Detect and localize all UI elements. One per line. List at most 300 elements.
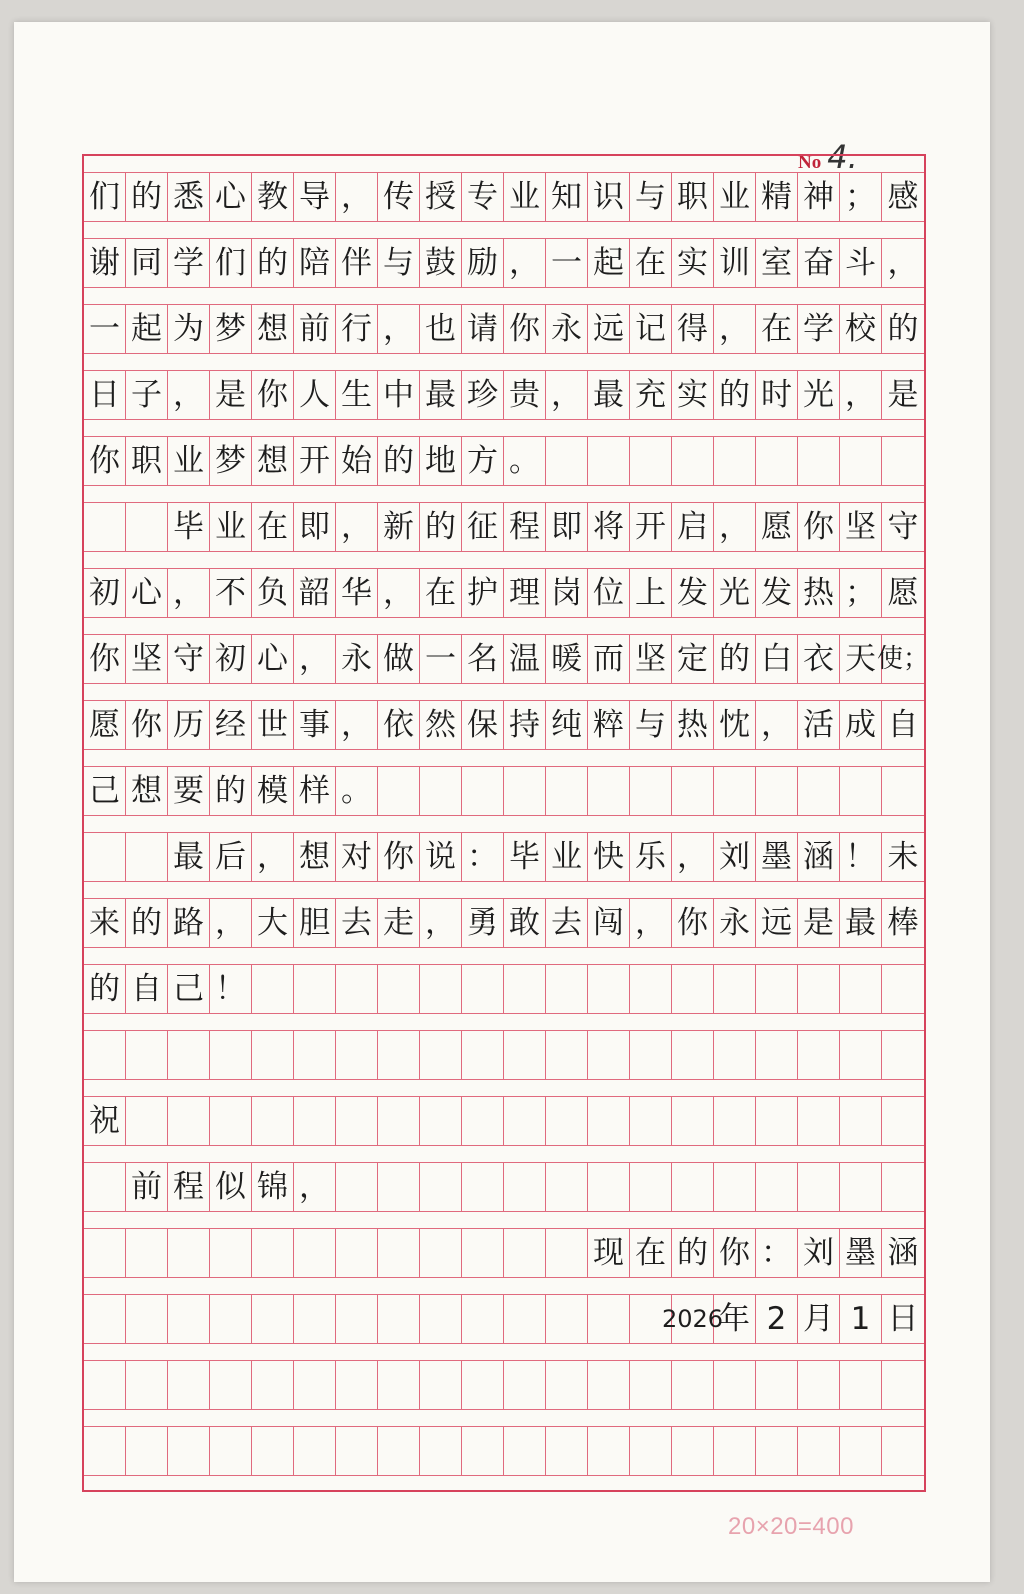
grid-cell xyxy=(756,1163,798,1211)
grid-cell xyxy=(336,1361,378,1409)
grid-cell xyxy=(126,1361,168,1409)
grid-cell: 负 xyxy=(252,569,294,617)
grid-cell xyxy=(546,965,588,1013)
grid-cell xyxy=(672,437,714,485)
grid-cell: 闯 xyxy=(588,899,630,947)
grid-cell: 开 xyxy=(630,503,672,551)
grid-row xyxy=(84,700,924,750)
grid-cell: 始 xyxy=(336,437,378,485)
grid-cell xyxy=(840,1361,882,1409)
grid-row xyxy=(84,436,924,486)
grid-cell: ， xyxy=(756,701,798,749)
grid-cell: 的 xyxy=(210,767,252,815)
grid-cell xyxy=(336,1163,378,1211)
grid-cell: 自 xyxy=(126,965,168,1013)
grid-cell: 远 xyxy=(756,899,798,947)
grid-cell xyxy=(504,1427,546,1475)
grid-cell: 模 xyxy=(252,767,294,815)
grid-cell xyxy=(630,1361,672,1409)
grid-cell: 路 xyxy=(168,899,210,947)
grid-cell xyxy=(756,1097,798,1145)
grid-cell: 最 xyxy=(840,899,882,947)
grid-cell: 想 xyxy=(294,833,336,881)
grid-cell: 去 xyxy=(336,899,378,947)
grid-cell xyxy=(630,1163,672,1211)
grid-cell xyxy=(420,965,462,1013)
grid-cell xyxy=(84,1427,126,1475)
grid-cell xyxy=(588,1031,630,1079)
grid-cell xyxy=(462,767,504,815)
page-number-value: 4. xyxy=(827,138,858,176)
grid-cell xyxy=(840,437,882,485)
grid-cell: 你 xyxy=(84,635,126,683)
grid-cell xyxy=(504,1097,546,1145)
grid-cell: 教 xyxy=(252,173,294,221)
grid-cell: 年 xyxy=(714,1295,756,1343)
grid-cell: 衣 xyxy=(798,635,840,683)
grid-cell xyxy=(798,437,840,485)
grid-cell: 己 xyxy=(168,965,210,1013)
grid-cell: ， xyxy=(630,899,672,947)
grid-cell: 斗 xyxy=(840,239,882,287)
grid-cell: ， xyxy=(210,899,252,947)
grid-cell: 墨 xyxy=(756,833,798,881)
grid-cell: 位 xyxy=(588,569,630,617)
grid-cell: 敢 xyxy=(504,899,546,947)
grid-cell xyxy=(882,965,924,1013)
grid-row xyxy=(84,1162,924,1212)
grid-cell: 坚 xyxy=(126,635,168,683)
grid-cell: 的 xyxy=(378,437,420,485)
grid-cell: 去 xyxy=(546,899,588,947)
page-number-mark: No xyxy=(798,152,822,173)
grid-cell xyxy=(84,1163,126,1211)
grid-cell: 守 xyxy=(168,635,210,683)
grid-cell: 记 xyxy=(630,305,672,353)
grid-cell: 时 xyxy=(756,371,798,419)
grid-cell: 你 xyxy=(378,833,420,881)
grid-cell: 名 xyxy=(462,635,504,683)
grid-cell: 与 xyxy=(378,239,420,287)
grid-cell: 一 xyxy=(546,239,588,287)
grid-cell: 然 xyxy=(420,701,462,749)
grid-cell xyxy=(588,767,630,815)
grid-cell: 初 xyxy=(84,569,126,617)
grid-cell: ， xyxy=(887,244,919,281)
grid-cell: ， xyxy=(714,503,756,551)
grid-cell: 2 xyxy=(756,1295,798,1343)
grid-cell: 梦 xyxy=(210,437,252,485)
grid-cell: ， xyxy=(378,305,420,353)
grid-cell: 传 xyxy=(378,173,420,221)
grid-cell: 学 xyxy=(798,305,840,353)
grid-cell xyxy=(462,1163,504,1211)
grid-cell: 一 xyxy=(420,635,462,683)
grid-cell xyxy=(882,1031,924,1079)
grid-cell: 中 xyxy=(378,371,420,419)
grid-cell: 是 xyxy=(798,899,840,947)
grid-cell xyxy=(546,1229,588,1277)
grid-row xyxy=(84,172,924,222)
grid-cell: 保 xyxy=(462,701,504,749)
grid-row xyxy=(84,1426,924,1476)
grid-cell xyxy=(756,767,798,815)
grid-cell: 为 xyxy=(168,305,210,353)
grid-cell xyxy=(168,1295,210,1343)
grid-cell: 永 xyxy=(714,899,756,947)
grid-cell xyxy=(798,767,840,815)
grid-cell: ， xyxy=(840,371,882,419)
grid-cell: 愿 xyxy=(84,701,126,749)
grid-cell xyxy=(588,1361,630,1409)
grid-cell: 护 xyxy=(462,569,504,617)
grid-cell: ！ xyxy=(210,965,252,1013)
grid-cell xyxy=(84,1229,126,1277)
grid-cell xyxy=(504,767,546,815)
grid-cell: 远 xyxy=(588,305,630,353)
grid-cell xyxy=(252,1361,294,1409)
grid-cell: ， xyxy=(420,899,462,947)
grid-cell xyxy=(504,1295,546,1343)
grid-cell: 在 xyxy=(630,1229,672,1277)
grid-cell: 韶 xyxy=(294,569,336,617)
grid-cell xyxy=(168,1427,210,1475)
grid-cell xyxy=(336,1229,378,1277)
grid-cell: 专 xyxy=(462,173,504,221)
grid-cell xyxy=(294,1229,336,1277)
grid-cell: 业 xyxy=(546,833,588,881)
grid-cell: ， xyxy=(378,569,420,617)
grid-cell xyxy=(714,965,756,1013)
grid-cell xyxy=(504,1031,546,1079)
grid-cell: 发 xyxy=(672,569,714,617)
grid-cell: ， xyxy=(714,305,756,353)
grid-cell: 最 xyxy=(588,371,630,419)
grid-row xyxy=(84,1228,924,1278)
grid-cell xyxy=(84,1361,126,1409)
grid-cell: 你 xyxy=(504,305,546,353)
grid-cell xyxy=(294,1295,336,1343)
grid-cell xyxy=(672,1427,714,1475)
grid-cell: 开 xyxy=(294,437,336,485)
grid-cell: 。 xyxy=(504,437,546,485)
grid-cell xyxy=(378,1427,420,1475)
grid-cell xyxy=(462,1361,504,1409)
grid-cell: ， xyxy=(252,833,294,881)
grid-cell: 业 xyxy=(210,503,252,551)
grid-cell: 守 xyxy=(887,508,919,545)
grid-cell: ！ xyxy=(840,833,882,881)
grid-cell xyxy=(336,965,378,1013)
grid-cell: 历 xyxy=(168,701,210,749)
grid-cell: 华 xyxy=(336,569,378,617)
grid-cell: 征 xyxy=(462,503,504,551)
grid-cell xyxy=(420,1427,462,1475)
grid-cell xyxy=(882,767,924,815)
grid-cell xyxy=(840,1163,882,1211)
grid-cell xyxy=(546,1295,588,1343)
grid-cell: ： xyxy=(756,1229,798,1277)
grid-cell xyxy=(84,1295,126,1343)
grid-cell: 自 xyxy=(887,706,919,743)
grid-cell: 上 xyxy=(630,569,672,617)
grid-cell: ， xyxy=(336,701,378,749)
grid-cell: 业 xyxy=(714,173,756,221)
grid-cell: 授 xyxy=(420,173,462,221)
grid-cell xyxy=(756,1361,798,1409)
grid-cell xyxy=(294,1427,336,1475)
grid-cell: 也 xyxy=(420,305,462,353)
grid-cell xyxy=(252,1427,294,1475)
grid-cell: 即 xyxy=(294,503,336,551)
grid-cell: 暖 xyxy=(546,635,588,683)
grid-cell: 的 xyxy=(252,239,294,287)
grid-cell xyxy=(462,965,504,1013)
grid-cell: 乐 xyxy=(630,833,672,881)
grid-cell: 涵 xyxy=(798,833,840,881)
grid-row xyxy=(84,568,924,618)
grid-cell: ； xyxy=(840,173,882,221)
grid-cell xyxy=(252,1031,294,1079)
grid-cell xyxy=(672,1361,714,1409)
grid-cell: 岗 xyxy=(546,569,588,617)
grid-cell: 的 xyxy=(672,1229,714,1277)
grid-cell: 永 xyxy=(546,305,588,353)
grid-row xyxy=(84,964,924,1014)
grid-cell xyxy=(336,1031,378,1079)
grid-cell xyxy=(714,1361,756,1409)
grid-cell xyxy=(798,1031,840,1079)
grid-cell xyxy=(378,1097,420,1145)
grid-cell xyxy=(546,767,588,815)
grid-cell xyxy=(126,1295,168,1343)
grid-cell: 实 xyxy=(672,239,714,287)
grid-cell: 神 xyxy=(798,173,840,221)
grid-cell: 大 xyxy=(252,899,294,947)
grid-row xyxy=(84,502,924,552)
grid-cell: 成 xyxy=(840,701,882,749)
grid-cell: 未 xyxy=(887,838,919,875)
grid-cell xyxy=(462,1097,504,1145)
grid-cell: 一 xyxy=(84,305,126,353)
grid-cell: 样 xyxy=(294,767,336,815)
grid-cell xyxy=(588,1427,630,1475)
grid-cell: ， xyxy=(504,239,546,287)
grid-cell xyxy=(462,1031,504,1079)
grid-cell: 己 xyxy=(84,767,126,815)
grid-cell xyxy=(420,1097,462,1145)
grid-cell xyxy=(630,767,672,815)
grid-cell xyxy=(714,767,756,815)
grid-cell: 而 xyxy=(588,635,630,683)
grid-cell xyxy=(630,1097,672,1145)
grid-cell: 刘 xyxy=(714,833,756,881)
grid-cell xyxy=(168,1229,210,1277)
grid-cell xyxy=(210,1097,252,1145)
grid-cell: ， xyxy=(168,371,210,419)
grid-cell: 坚 xyxy=(630,635,672,683)
grid-cell xyxy=(504,1361,546,1409)
grid-cell: 1 xyxy=(840,1295,882,1343)
grid-cell: 毕 xyxy=(168,503,210,551)
grid-cell xyxy=(420,1295,462,1343)
grid-cell xyxy=(126,1031,168,1079)
grid-cell: 想 xyxy=(252,305,294,353)
grid-cell: 最 xyxy=(420,371,462,419)
grid-cell xyxy=(672,1097,714,1145)
grid-cell: 热 xyxy=(672,701,714,749)
grid-cell: ， xyxy=(672,833,714,881)
grid-cell: 做 xyxy=(378,635,420,683)
grid-cell xyxy=(672,965,714,1013)
grid-cell: 要 xyxy=(168,767,210,815)
grid-cell: 你 xyxy=(84,437,126,485)
grid-cell xyxy=(798,965,840,1013)
grid-cell: 活 xyxy=(798,701,840,749)
grid-cell xyxy=(378,1295,420,1343)
grid-cell: 在 xyxy=(252,503,294,551)
grid-cell: 的 xyxy=(887,310,919,347)
grid-cell: 毕 xyxy=(504,833,546,881)
grid-cell: 愿 xyxy=(887,574,919,611)
grid-cell xyxy=(756,1031,798,1079)
grid-cell xyxy=(378,1361,420,1409)
grid-cell xyxy=(168,1031,210,1079)
grid-cell: 你 xyxy=(798,503,840,551)
grid-cell: 们 xyxy=(84,173,126,221)
grid-row xyxy=(84,898,924,948)
grid-cell: 充 xyxy=(630,371,672,419)
grid-cell: 室 xyxy=(756,239,798,287)
grid-cell: 你 xyxy=(714,1229,756,1277)
grid-cell xyxy=(168,1361,210,1409)
grid-cell: 学 xyxy=(168,239,210,287)
grid-cell xyxy=(840,767,882,815)
grid-cell xyxy=(336,1097,378,1145)
grid-cell: 你 xyxy=(672,899,714,947)
grid-cell: ： xyxy=(462,833,504,881)
grid-cell xyxy=(294,1031,336,1079)
grid-cell xyxy=(294,965,336,1013)
grid-cell xyxy=(756,965,798,1013)
grid-cell xyxy=(798,1427,840,1475)
grid-cell: 棒 xyxy=(887,904,919,941)
grid-cell: 方 xyxy=(462,437,504,485)
grid-cell: 生 xyxy=(336,371,378,419)
grid-cell: 你 xyxy=(126,701,168,749)
grid-cell xyxy=(336,1295,378,1343)
grid-cell: 请 xyxy=(462,305,504,353)
grid-cell: 月 xyxy=(798,1295,840,1343)
grid-cell: 与 xyxy=(630,701,672,749)
grid-cell: 刘 xyxy=(798,1229,840,1277)
grid-cell xyxy=(210,1295,252,1343)
grid-cell: 的 xyxy=(126,173,168,221)
grid-cell: ， xyxy=(294,635,336,683)
grid-cell: 训 xyxy=(714,239,756,287)
grid-cell xyxy=(84,503,126,551)
grid-cell: 实 xyxy=(672,371,714,419)
grid-cell xyxy=(546,437,588,485)
grid-cell: 热 xyxy=(798,569,840,617)
grid-cell xyxy=(420,1031,462,1079)
grid-cell xyxy=(462,1229,504,1277)
grid-cell: 祝 xyxy=(84,1097,126,1145)
grid-cell: 精 xyxy=(756,173,798,221)
grid-cell xyxy=(672,767,714,815)
grid-cell xyxy=(462,1295,504,1343)
grid-cell: 粹 xyxy=(588,701,630,749)
grid-cell xyxy=(588,965,630,1013)
grid-cell: 在 xyxy=(630,239,672,287)
grid-cell: 业 xyxy=(168,437,210,485)
grid-cell: 日 xyxy=(84,371,126,419)
grid-cell: 白 xyxy=(756,635,798,683)
grid-row xyxy=(84,634,930,684)
grid-cell: 持 xyxy=(504,701,546,749)
grid-cell xyxy=(504,1163,546,1211)
grid-cell: 鼓 xyxy=(420,239,462,287)
grid-cell: 纯 xyxy=(546,701,588,749)
grid-cell: 初 xyxy=(210,635,252,683)
grid-cell xyxy=(420,1163,462,1211)
grid-cell xyxy=(378,965,420,1013)
grid-cell xyxy=(210,1229,252,1277)
grid-cell: 贵 xyxy=(504,371,546,419)
grid-cell: 行 xyxy=(336,305,378,353)
grid-cell: 2026 xyxy=(672,1295,714,1343)
grid-row xyxy=(84,766,924,816)
grid-cell: 坚 xyxy=(840,503,882,551)
grid-cell xyxy=(378,1163,420,1211)
grid-cell xyxy=(420,1361,462,1409)
grid-cell xyxy=(798,1097,840,1145)
grid-cell xyxy=(840,1031,882,1079)
grid-cell xyxy=(210,1427,252,1475)
grid-cell: 与 xyxy=(630,173,672,221)
grid-cell: 最 xyxy=(168,833,210,881)
grid-cell xyxy=(588,437,630,485)
grid-cell xyxy=(126,503,168,551)
grid-cell xyxy=(504,965,546,1013)
grid-cell: 启 xyxy=(672,503,714,551)
grid-cell xyxy=(798,1361,840,1409)
grid-cell: 悉 xyxy=(168,173,210,221)
grid-cell xyxy=(714,1163,756,1211)
grid-cell: 来 xyxy=(84,899,126,947)
grid-cell: ， xyxy=(294,1163,336,1211)
grid-cell: ； xyxy=(840,569,882,617)
grid-cell: ， xyxy=(546,371,588,419)
grid-cell xyxy=(84,833,126,881)
grid-cell: 前 xyxy=(126,1163,168,1211)
grid-row xyxy=(84,1360,924,1410)
grid-cell xyxy=(714,1031,756,1079)
grid-cell: 光 xyxy=(798,371,840,419)
grid-cell xyxy=(882,1361,924,1409)
grid-cell xyxy=(126,833,168,881)
grid-cell xyxy=(714,1427,756,1475)
grid-cell xyxy=(588,1097,630,1145)
grid-cell: 依 xyxy=(378,701,420,749)
grid-row xyxy=(84,370,924,420)
grid-cell xyxy=(630,1031,672,1079)
grid-cell: 事 xyxy=(294,701,336,749)
grid-cell: 陪 xyxy=(294,239,336,287)
grid-cell: 想 xyxy=(252,437,294,485)
grid-cell xyxy=(252,1229,294,1277)
grid-cell xyxy=(672,1163,714,1211)
